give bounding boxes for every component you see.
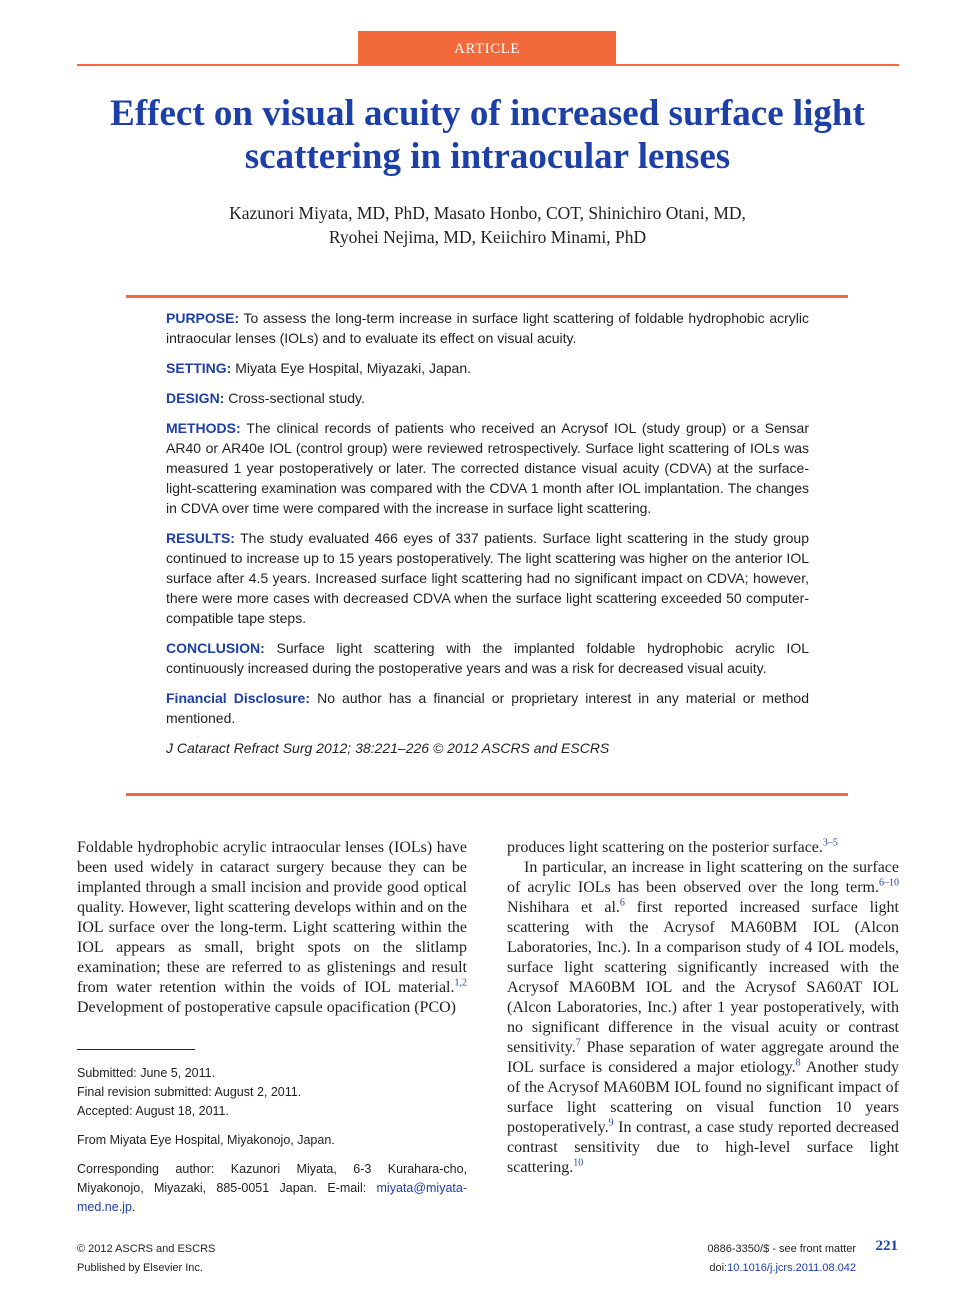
header-rule xyxy=(77,64,899,66)
abstract-methods xyxy=(166,418,809,518)
doi-link[interactable]: 10.1016/j.jcrs.2011.08.042 xyxy=(727,1262,856,1274)
setting-text: Miyata Eye Hospital, Miyazaki, Japan. xyxy=(231,360,471,376)
author-line-1: Kazunori Miyata, MD, PhD, Masato Honbo, COT, Shinichiro Otani, MD, xyxy=(229,203,746,223)
footnote-rule xyxy=(77,1049,195,1050)
body-text: Phase separation of water aggregate around the IOL surface is considered a major etiology. xyxy=(507,1039,899,1076)
results-text: The study evaluated 466 eyes of 337 patients. Surface light scattering in the study group continued to increase up to 15 years postoperatively. The light scattering was higher on the anterior IOL surface after 4.5 years. Increased surface light scattering had no significant impact on CDVA; however, there were more cases with decreased CDVA when the surface light scattering exceeded 50 computer-compatible tape steps. xyxy=(166,530,809,626)
author-list xyxy=(60,201,915,249)
article-title: Effect on visual acuity of increased surface light scattering in intraocular lenses xyxy=(110,93,865,177)
abstract-conclusion xyxy=(166,638,809,678)
abstract-bottom-rule xyxy=(126,793,848,796)
citation-ref[interactable]: 3–5 xyxy=(822,837,838,849)
footer-publisher: Published by Elsevier Inc. xyxy=(77,1262,203,1274)
abstract-results xyxy=(166,528,809,628)
footer-doi xyxy=(600,1261,856,1275)
methods-text: The clinical records of patients who received an Acrysof IOL (study group) or a Sensar AR40 or AR40e IOL (control group) were reviewed retrospectively. Surface light scattering of IOLs was measured 1 year postoperatively or later. The corrected distance visual acuity (CDVA) at the surface-light-scattering examination was compared with the CDVA 1 month after IOL implantation. The changes in CDVA over time were compared with the increase in surface light scattering. xyxy=(166,420,809,516)
body-column-left xyxy=(77,838,467,1018)
body-column-right xyxy=(507,838,899,1178)
methods-label: METHODS: xyxy=(166,420,241,436)
footnote-dates xyxy=(77,1064,467,1121)
footnote-corresponding xyxy=(77,1160,467,1217)
conclusion-label: CONCLUSION: xyxy=(166,640,265,656)
citation-ref[interactable]: 6–10 xyxy=(879,877,899,889)
abstract xyxy=(166,308,809,768)
body-paragraph xyxy=(507,838,899,858)
body-text: Another study of the Acrysof MA60BM IOL found no significant impact of surface light scattering on visual function 10 years postoperatively. xyxy=(507,1059,900,1136)
disclosure-text: No author has a financial or proprietary interest in any material or method mentioned. xyxy=(166,690,809,726)
page-number: 221 xyxy=(875,1238,898,1254)
conclusion-text: Surface light scattering with the implanted foldable hydrophobic acrylic IOL continuously increased during the postoperative years and was a risk for decreased visual acuity. xyxy=(166,640,809,676)
revision-date: Final revision submitted: August 2, 2011. xyxy=(77,1085,302,1099)
purpose-text: To assess the long-term increase in surface light scattering of foldable hydrophobic acrylic intraocular lenses (IOLs) and to evaluate its effect on visual acuity. xyxy=(166,310,809,346)
abstract-setting xyxy=(166,358,809,378)
accepted-date: Accepted: August 18, 2011. xyxy=(77,1104,229,1118)
abstract-design xyxy=(166,388,809,408)
body-paragraph xyxy=(507,858,899,1178)
author-line-2: Ryohei Nejima, MD, Keiichiro Minami, PhD xyxy=(328,227,647,247)
design-text: Cross-sectional study. xyxy=(224,390,365,406)
body-text: produces light scattering on the posterior surface. xyxy=(507,839,823,856)
body-text: Foldable hydrophobic acrylic intraocular lenses (IOLs) have been used widely in cataract surgery because they can be implanted through a small incision and provide good optical quality. However, light scattering develops within and on the IOL surface over the long-term. Light scattering within the IOL appears as small, bright spots on the slitlamp examination; these are referred to as glistenings and result from water retention within the voids of IOL material. xyxy=(77,839,467,996)
footer-issn: 0886-3350/$ - see front matter xyxy=(707,1243,856,1255)
journal-citation: J Cataract Refract Surg 2012; 38:221–226 © 2012 ASCRS and ESCRS xyxy=(166,740,610,756)
abstract-disclosure xyxy=(166,688,809,728)
section-tab: ARTICLE xyxy=(358,31,616,65)
submitted-date: Submitted: June 5, 2011. xyxy=(77,1066,216,1080)
abstract-top-rule xyxy=(126,295,848,298)
corresponding-text: Corresponding author: Kazunori Miyata, 6-3 Kurahara-cho, Miyakonojo, Miyazaki, 885-0051 Japan. E-mail: xyxy=(77,1162,467,1195)
body-text: first reported increased surface light scattering with the Acrysof MA60BM IOL (Alcon Laboratories, Inc.). In a comparison study of 4 IOL models, surface light scattering significantly increased with the Acrysof MA60BM IOL and the Acrysof SA60AT IOL (Alcon Laboratories, Inc.) after 1 year postoperatively, with no significant difference in the visual acuity or contrast sensitivity. xyxy=(507,899,899,1056)
abstract-purpose xyxy=(166,308,809,348)
citation-ref[interactable]: 10 xyxy=(573,1157,584,1169)
body-text: In contrast, a case study reported decreased contrast sensitivity due to high-level surface light scattering. xyxy=(507,1119,899,1176)
design-label: DESIGN: xyxy=(166,390,225,406)
footnote-affiliation: From Miyata Eye Hospital, Miyakonojo, Japan. xyxy=(77,1133,335,1147)
citation-ref[interactable]: 1,2 xyxy=(454,977,467,989)
citation-ref[interactable]: 8 xyxy=(795,1057,801,1069)
citation-ref[interactable]: 7 xyxy=(575,1037,581,1049)
body-text: Development of postoperative capsule opacification (PCO) xyxy=(77,999,456,1016)
disclosure-label: Financial Disclosure: xyxy=(166,690,311,706)
setting-label: SETTING: xyxy=(166,360,232,376)
body-text: Nishihara et al. xyxy=(507,899,620,916)
citation-ref[interactable]: 6 xyxy=(619,897,625,909)
email-link[interactable]: miyata@miyata-med.ne.jp xyxy=(77,1181,467,1214)
corresponding-period: . xyxy=(131,1200,136,1214)
footer-copyright: © 2012 ASCRS and ESCRS xyxy=(77,1243,216,1255)
body-paragraph xyxy=(77,838,467,1018)
body-text: In particular, an increase in light scattering on the surface of acrylic IOLs has been observed over the long term. xyxy=(507,859,899,896)
purpose-label: PURPOSE: xyxy=(166,310,240,326)
citation-ref[interactable]: 9 xyxy=(608,1117,614,1129)
results-label: RESULTS: xyxy=(166,530,235,546)
doi-prefix: doi: xyxy=(709,1262,728,1274)
